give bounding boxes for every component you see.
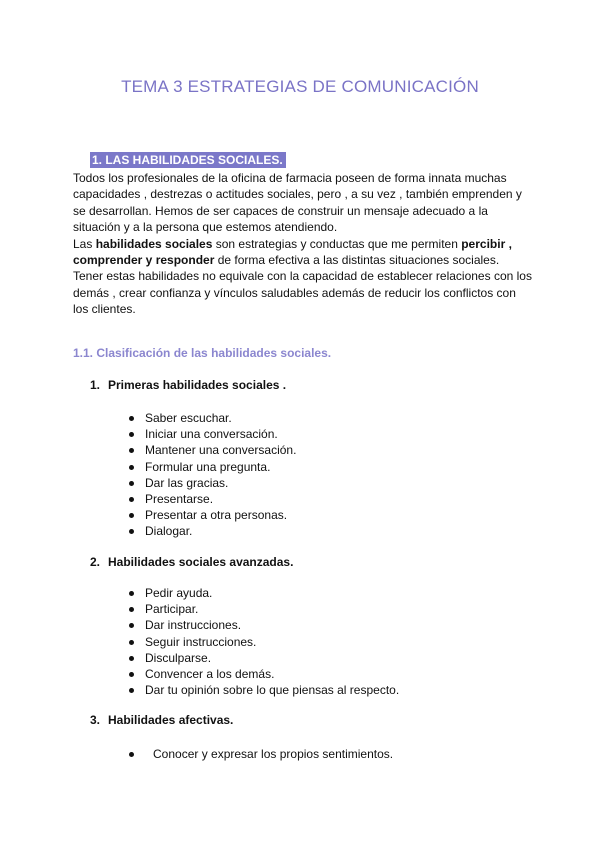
- list-item-text: Participar.: [145, 602, 199, 617]
- bullet-icon: [129, 416, 134, 421]
- list-item: [128, 634, 399, 650]
- group-number: 3.: [90, 713, 101, 727]
- intro-paragraph-3: Tener estas habilidades no equivale con la capacidad de establecer relaciones con los demás , crear confianza y vínculos saludables además de reducir los conflictos con los clientes.: [73, 269, 532, 317]
- list-item: [128, 650, 399, 666]
- list-item-text: Conocer y expresar los propios sentimientos.: [153, 747, 394, 761]
- list-item-text: Dar las gracias.: [145, 475, 229, 490]
- bullet-list-3: [128, 746, 393, 762]
- list-item-text: Saber escuchar.: [145, 411, 232, 425]
- bullet-icon: [129, 640, 134, 645]
- list-item-text: Dar tu opinión sobre lo que piensas al respecto.: [145, 683, 400, 698]
- bullet-icon: [129, 672, 134, 677]
- bullet-icon: [129, 497, 134, 502]
- group-title-text: Habilidades sociales avanzadas.: [108, 555, 294, 569]
- list-item: [128, 507, 296, 523]
- bullet-icon: [129, 656, 134, 661]
- list-item: [128, 666, 399, 682]
- group-title-1: [90, 378, 286, 392]
- list-item: [128, 491, 296, 507]
- list-item: [128, 601, 399, 617]
- list-item-text: Pedir ayuda.: [145, 586, 213, 600]
- list-item: [128, 459, 296, 475]
- section-heading-text: 1. LAS HABILIDADES SOCIALES.: [90, 152, 286, 168]
- subsection-heading: 1.1. Clasificación de las habilidades sociales.: [73, 346, 332, 360]
- group-number: 1.: [90, 378, 101, 392]
- list-item: [128, 523, 296, 539]
- group-title-2: [90, 555, 293, 569]
- bullet-icon: [129, 529, 134, 534]
- list-item: [128, 475, 296, 491]
- list-item: [128, 410, 296, 426]
- bullet-icon: [129, 607, 134, 612]
- intro-paragraph-2: [73, 236, 533, 269]
- list-item: [128, 617, 399, 633]
- list-item-text: Convencer a los demás.: [145, 667, 275, 682]
- intro-paragraph-1: Todos los profesionales de la oficina de farmacia poseen de forma innata muchas capacidades , destrezas o actitudes sociales, pero , a su vez , también emprenden y se desarrollan. Hemos de ser capaces de construir un mensaje adecuado a la situación y a la persona que estemos atendiendo.: [73, 171, 522, 235]
- group-title-text: Primeras habilidades sociales .: [108, 378, 287, 392]
- list-item: [128, 442, 296, 458]
- list-item: [128, 426, 296, 442]
- bullet-list-2: [128, 585, 399, 698]
- bullet-icon: [129, 448, 134, 453]
- list-item: [128, 585, 399, 601]
- p2-bold-verbs: percibir , comprender y responder: [73, 236, 512, 268]
- p2-text-a: Las: [73, 236, 96, 251]
- list-item-text: Dialogar.: [145, 524, 193, 539]
- page-title: TEMA 3 ESTRATEGIAS DE COMUNICACIÓN: [121, 77, 479, 96]
- list-item-text: Formular una pregunta.: [145, 459, 271, 474]
- group-title-3: [90, 713, 233, 727]
- p2-bold-term: habilidades sociales: [95, 236, 213, 251]
- intro-text: [73, 170, 533, 318]
- list-item-text: Seguir instrucciones.: [145, 634, 257, 649]
- list-item-text: Disculparse.: [145, 650, 212, 665]
- group-number: 2.: [90, 555, 101, 569]
- section-heading: [90, 153, 286, 167]
- bullet-icon: [129, 752, 134, 757]
- bullet-icon: [129, 481, 134, 486]
- group-title-text: Habilidades afectivas.: [108, 713, 234, 727]
- list-item-text: Iniciar una conversación.: [145, 427, 278, 442]
- p2-text-e: de forma efectiva a las distintas situaciones sociales.: [214, 253, 500, 268]
- list-item-text: Dar instrucciones.: [145, 618, 242, 633]
- bullet-icon: [129, 465, 134, 470]
- bullet-icon: [129, 591, 134, 596]
- list-item-text: Presentarse.: [145, 492, 214, 507]
- list-item-text: Mantener una conversación.: [145, 443, 297, 458]
- bullet-icon: [129, 623, 134, 628]
- bullet-icon: [129, 513, 134, 518]
- list-item-text: Presentar a otra personas.: [145, 508, 288, 523]
- bullet-icon: [129, 688, 134, 693]
- bullet-list-1: [128, 410, 296, 540]
- p2-text-c: son estrategias y conductas que me permiten: [212, 236, 462, 251]
- list-item: [128, 682, 399, 698]
- bullet-icon: [129, 432, 134, 437]
- list-item: [128, 746, 393, 762]
